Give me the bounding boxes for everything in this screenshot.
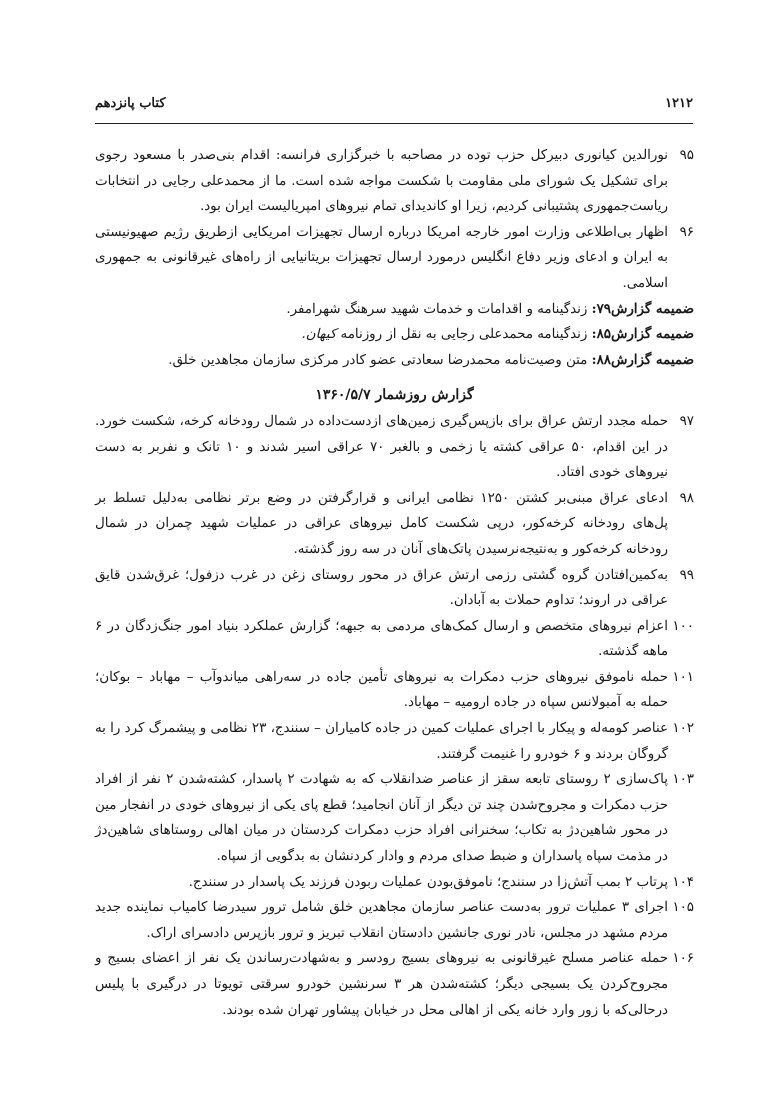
annex-label: ضمیمه گزارش۷۹:	[591, 300, 694, 317]
report-item	[95, 220, 694, 297]
item-text: عناصر کومه‌له و پیکار با اجرای عملیات کمین در جاده کامیاران – سنندج، ۲۳ نظامی و پیشمرگ کرد را به گروگان بردند و ۶ خودرو را غنیمت گرفتند.	[95, 721, 668, 762]
item-number: ۱۰۳	[672, 772, 694, 788]
book-title: کتاب پانزدهم	[95, 96, 166, 111]
item-number: ۹۸	[679, 490, 694, 506]
item-number: ۹۹	[679, 567, 694, 583]
item-number: ۱۰۶	[672, 951, 694, 967]
annex-text: زندگینامه محمدعلی رجایی به نقل از روزنامه	[340, 327, 588, 343]
running-head	[95, 96, 693, 111]
item-text: پاک‌سازی ۲ روستای تابعه سقز از عناصر ضدانقلاب که به شهادت ۲ پاسدار، کشته‌شدن ۲ نفر از افراد حزب دمکرات و مجروح‌شدن چند تن دیگر از آنان انجامید؛ قطع پای یکی از نیروهای خودی در انفجار مین در محور شاهین‌دژ به تکاب؛ سخنرانی افراد حزب دمکرات کردستان در میان اهالی روستاهای شاهین‌دژ در مذمت سپاه پاسداران و ضبط صدای مردم و وادار کردنشان به بدگویی از سپاه.	[95, 772, 668, 865]
item-text: ادعای عراق مبنی‌بر کشتن ۱۲۵۰ نظامی ایرانی و قرارگرفتن در وضع برتر نظامی به‌دلیل تسلط بر پل‌های رودخانه کرخه‌کور، درپی شکست کامل نیروهای عراقی در عملیات شهید چمران در شمال رودخانه کرخه‌کور و به‌نتیجه‌نرسیدن پاتک‌های آنان در سه روز گذشته.	[95, 490, 668, 557]
item-text: اجرای ۳ عملیات ترور به‌دست عناصر سازمان مجاهدین خلق شامل ترور سیدرضا کامیاب نماینده جدید مردم مشهد در مجلس، نادر نوری جانشین دادستان انقلاب تبریز و ترور بازپرس دادسرای اراک.	[95, 900, 668, 941]
item-text: اعزام نیروهای متخصص و ارسال کمک‌های مردمی به جبهه؛ گزارش عملکرد بنیاد امور جنگ‌زدگان در ۶ ماهه گذشته.	[95, 618, 668, 660]
item-text: حمله ناموفق نیروهای حزب دمکرات به نیروهای تأمین جاده در سه‌راهی میاندوآب – مهاباد – بوکان؛ حمله به آمبولانس سپاه در جاده ارومیه – مهاباد.	[95, 669, 668, 711]
page-body	[95, 143, 694, 1023]
section-title: گزارش روزشمار ۱۳۶۰/۵/۷	[315, 387, 474, 404]
report-item	[95, 486, 694, 563]
item-text: نورالدین کیانوری دبیرکل حزب توده در مصاحبه با خبرگزاری فرانسه: اقدام بنی‌صدر با مسعود رجوی برای تشکیل یک شورای ملی مقاومت با شکست مواجه شده است. ما از محمدعلی رجایی در انتخابات ریاست‌جمهوری پشتیبانی کردیم، زیرا او کاندیدای تمام نیروهای امپریالیست ایران بود.	[95, 148, 668, 215]
item-number: ۹۷	[679, 413, 694, 429]
item-number: ۱۰۱	[672, 669, 694, 685]
item-text: پرتاب ۲ بمب آتش‌زا در سنندج؛ ناموفق‌بودن عملیات ربودن فرزند یک پاسدار در سنندج.	[188, 874, 668, 890]
report-item	[95, 614, 694, 665]
annex-text: متن وصیت‌نامه محمدرضا سعادتی عضو کادر مرکزی سازمان مجاهدین خلق.	[168, 352, 588, 368]
header-divider	[95, 123, 693, 124]
report-item	[95, 895, 694, 946]
item-text: حمله عناصر مسلح غیرقانونی به نیروهای بسیج رودسر و به‌شهادت‌رساندن یک نفر از اعضای بسیج و مجروح‌کردن یک بسیجی دیگر؛ کشته‌شدن هر ۳ سرنشین خودرو سرقتی تویوتا در درگیری با پلیس درحالی‌که با زور وارد خانه یکی از اهالی محل در خیابان پیشاور تهران شده بودند.	[95, 951, 668, 1018]
report-item	[95, 563, 694, 614]
annex-italic-source: کیهان.	[301, 327, 337, 343]
report-item	[95, 409, 694, 486]
page-number: ۱۲۱۲	[665, 96, 693, 111]
annex-line	[95, 297, 694, 323]
annex-label: ضمیمه گزارش۸۸:	[591, 351, 694, 368]
item-number: ۹۵	[679, 148, 694, 163]
item-number: ۱۰۰	[672, 618, 694, 634]
item-number: ۱۰۲	[672, 721, 694, 737]
annex-line	[95, 322, 694, 348]
report-item	[95, 946, 694, 1023]
annex-label: ضمیمه گزارش۸۵:	[591, 326, 694, 343]
report-item	[95, 143, 694, 220]
item-text: حمله مجدد ارتش عراق برای بازپس‌گیری زمین‌های ازدست‌داده در شمال رودخانه کرخه، شکست خورد. در این اقدام، ۵۰ عراقی کشته یا زخمی و بالغبر ۷۰ عراقی اسیر شدند و ۱۰ تانک و نفربر به دست نیروهای خودی افتاد.	[95, 413, 668, 481]
item-text: اظهار بی‌اطلاعی وزارت امور خارجه امریکا درباره ارسال تجهیزات امریکایی ازطریق رژیم صهیونیستی به ایران و ادعای وزیر دفاع انگلیس درمورد ارسال تجهیزات بریتانیایی از راه‌های غیرقانونی به جمهوری اسلامی.	[95, 224, 668, 291]
annex-text: زندگینامه و اقدامات و خدمات شهید سرهنگ شهرامفر.	[286, 301, 588, 317]
report-item	[95, 870, 694, 896]
item-number: ۱۰۴	[672, 874, 694, 890]
item-number: ۱۰۵	[672, 900, 694, 916]
item-number: ۹۶	[679, 224, 694, 240]
annex-line	[95, 348, 694, 374]
report-item	[95, 665, 694, 716]
report-item	[95, 767, 694, 869]
item-text: به‌کمین‌افتادن گروه گشتی رزمی ارتش عراق در محور روستای زغن در غرب دزفول؛ غرق‌شدن قایق عراقی در اروند؛ تداوم حملات به آبادان.	[95, 567, 668, 609]
report-item	[95, 716, 694, 767]
